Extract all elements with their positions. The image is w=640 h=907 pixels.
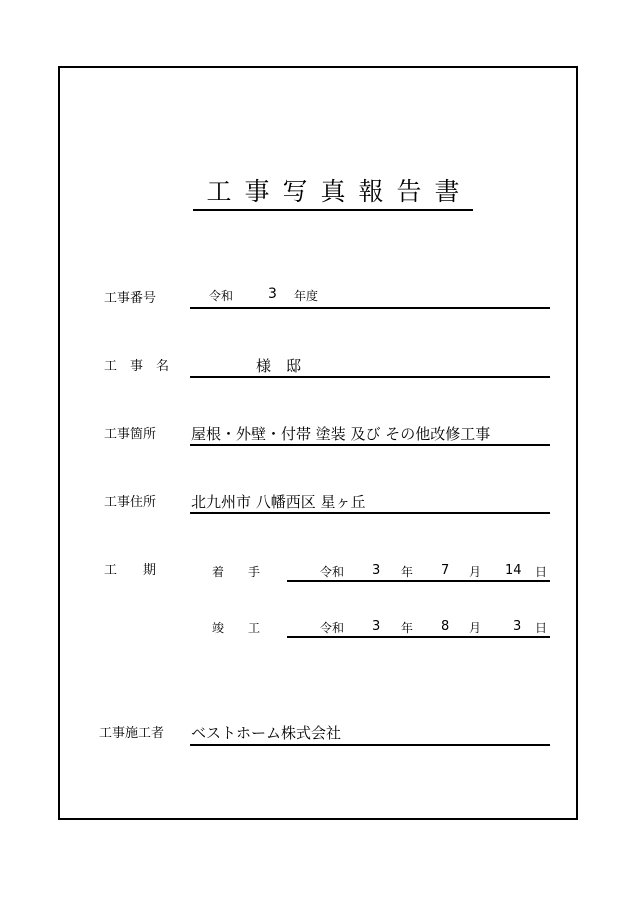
end-day: 3	[513, 619, 522, 634]
address-value: 北九州市 八幡西区 星ヶ丘	[191, 493, 366, 511]
end-day-unit: 日	[535, 621, 548, 635]
end-month-unit: 月	[469, 621, 482, 635]
end-label: 竣 工	[212, 621, 261, 635]
start-day-unit: 日	[535, 565, 548, 579]
end-year-unit: 年	[401, 621, 414, 635]
location-value: 屋根・外壁・付帯 塗装 及び その他改修工事	[191, 425, 491, 443]
number-era: 令和	[209, 289, 234, 303]
start-year: 3	[372, 563, 381, 578]
contractor-value: ベストホーム株式会社	[191, 724, 342, 742]
contractor-underline	[190, 744, 550, 746]
contractor-label: 工事施工者	[99, 726, 165, 741]
start-day: 14	[505, 563, 522, 578]
name-value: 様 邸	[256, 357, 302, 375]
number-underline	[190, 307, 550, 309]
start-year-unit: 年	[401, 565, 414, 579]
number-year: 3	[268, 286, 277, 302]
end-month: 8	[441, 619, 450, 634]
start-month: 7	[441, 563, 450, 578]
name-underline	[190, 376, 550, 378]
number-label: 工事番号	[104, 291, 157, 306]
number-suffix: 年度	[294, 289, 319, 303]
document-title: 工事写真報告書	[206, 177, 473, 206]
location-label: 工事箇所	[104, 427, 157, 442]
start-label: 着 手	[212, 565, 261, 579]
address-label: 工事住所	[104, 495, 157, 510]
name-label: 工 事 名	[104, 359, 170, 374]
location-underline	[190, 444, 550, 446]
end-underline	[287, 636, 550, 638]
title-underline	[193, 209, 473, 211]
period-label: 工 期	[104, 563, 157, 578]
start-era: 令和	[320, 565, 345, 579]
start-underline	[287, 580, 550, 582]
address-underline	[190, 512, 550, 514]
start-month-unit: 月	[469, 565, 482, 579]
end-year: 3	[372, 619, 381, 634]
end-era: 令和	[320, 621, 345, 635]
